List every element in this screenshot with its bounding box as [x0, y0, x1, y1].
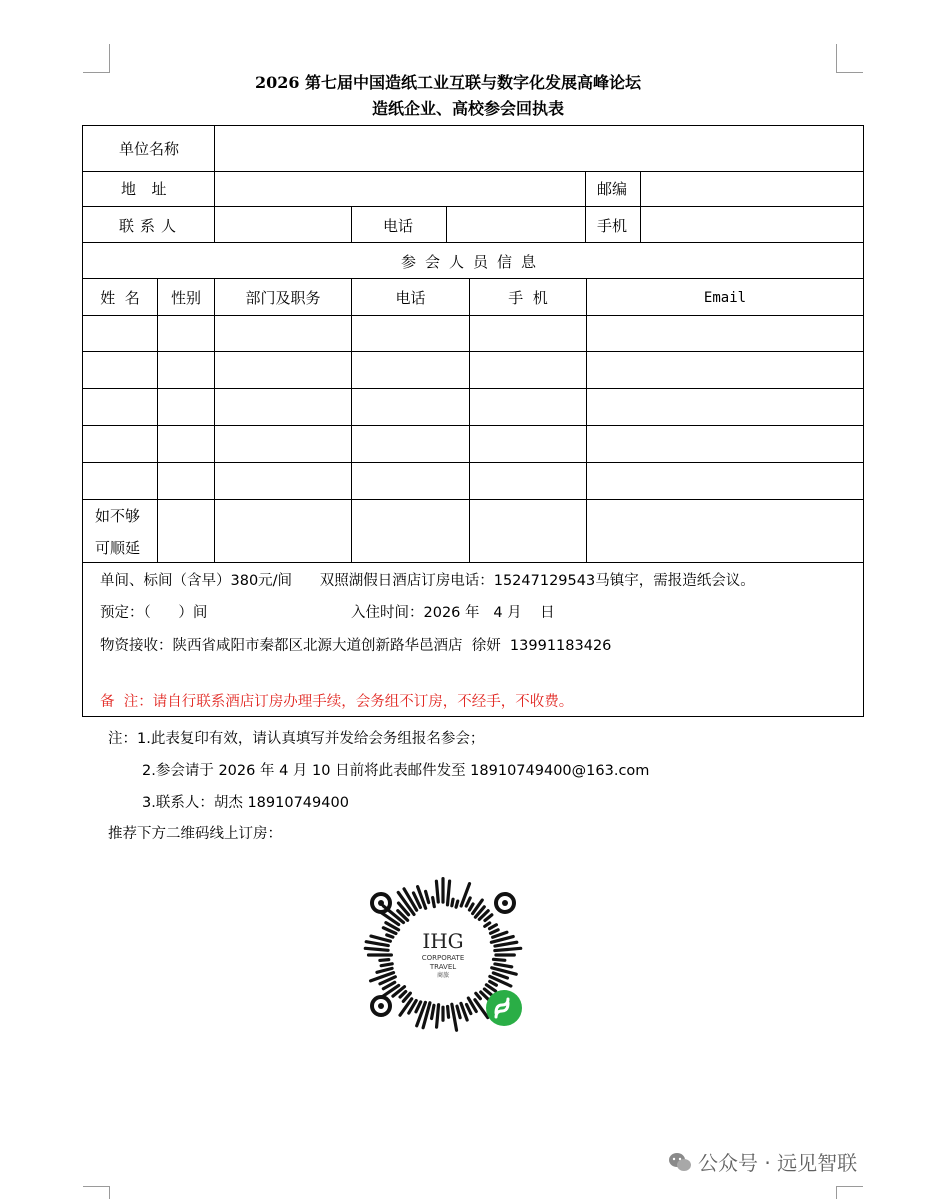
qr-code-ray: [448, 1006, 449, 1017]
qr-code-ray: [432, 1005, 434, 1018]
watermark-text: 公众号 · 远见智联: [698, 1151, 858, 1175]
qr-code-ray: [476, 993, 481, 998]
col-line: [585, 171, 586, 242]
qr-code-ray: [466, 898, 470, 906]
row-line: [83, 315, 863, 316]
qr-code-ray: [447, 881, 449, 905]
col-line: [157, 278, 158, 562]
booking-label: 预定：（ ）间: [100, 605, 208, 621]
row-line: [83, 462, 863, 463]
qr-code-ray: [495, 942, 517, 946]
mobile-label: 手机: [597, 217, 628, 235]
overflow-label-line2: 可顺延: [95, 539, 141, 557]
postcode-label: 邮编: [597, 180, 628, 198]
postcode-field[interactable]: [641, 172, 863, 206]
crop-mark-bottom-right: [836, 1186, 863, 1199]
column-header-phone: 电话: [395, 289, 426, 307]
checkin-label: 入住时间：2026 年 4 月 日: [351, 605, 555, 621]
crop-mark-top-right: [836, 44, 863, 73]
wechat-icon: [668, 1151, 692, 1173]
column-header-name: 姓 名: [100, 289, 140, 307]
col-line: [351, 206, 352, 242]
unit-name-label: 单位名称: [119, 140, 180, 158]
attendee-section-header: 参会人员信息: [400, 253, 545, 271]
ihg-shanglv-text: 商旅: [436, 972, 450, 979]
qr-code-ray: [381, 964, 392, 966]
row-line: [83, 499, 863, 500]
qr-code-ray: [495, 948, 521, 950]
phone-field[interactable]: [447, 207, 585, 242]
registration-form: [82, 125, 864, 717]
qr-code-ray: [457, 1006, 460, 1018]
ihg-travel-text: TRAVEL: [429, 963, 457, 971]
col-line: [586, 278, 587, 562]
qr-code-ray: [426, 891, 429, 902]
column-header-mobile: 手 机: [508, 289, 548, 307]
hotel-info-line: 单间、标间（含早）380元/间 双照湖假日酒店订房电话：15247129543马镇宇，需报造纸会议。: [100, 573, 755, 589]
qr-code-ray: [467, 1005, 471, 1014]
address-label: 地 址: [121, 180, 169, 198]
ihg-corporate-text: CORPORATE: [421, 954, 465, 962]
qr-code-ray: [452, 1004, 457, 1030]
qr-code-ray: [469, 904, 473, 910]
hotel-booking-qr-code[interactable]: [345, 873, 541, 1036]
qr-code-ray: [495, 964, 512, 967]
qr-code-ray: [377, 968, 392, 972]
unit-name-field[interactable]: [215, 126, 863, 171]
document-title: 2026 第七届中国造纸工业互联与数字化发展高峰论坛: [254, 73, 642, 92]
qr-code-ray: [366, 942, 388, 946]
col-line: [214, 278, 215, 562]
qr-code-ray: [475, 1000, 488, 1018]
qr-code-ray: [416, 1002, 421, 1012]
column-header-gender: 性别: [170, 289, 201, 307]
row-line: [83, 388, 863, 389]
note-2: 2.参会请于 2026 年 4 月 10 日前将此表邮件发至 18910749400@163.com: [142, 763, 650, 779]
note-3: 3.联系人：胡杰 18910749400: [142, 795, 349, 811]
materials-receiving-line: 物资接收：陕西省咸阳市秦都区北源大道创新路华邑酒店 徐妍 13991183426: [100, 638, 612, 654]
contact-field[interactable]: [215, 207, 351, 242]
mobile-field[interactable]: [641, 207, 863, 242]
row-line: [83, 351, 863, 352]
ihg-logo-text: IHG: [422, 929, 464, 953]
crop-mark-top-left: [83, 44, 110, 73]
row-line: [83, 278, 863, 279]
qr-code-ray: [437, 1005, 439, 1027]
qr-code-ray: [484, 989, 491, 995]
qr-code-ray: [400, 992, 406, 998]
remark-line: 备 注：请自行联系酒店订房办理手续，会务组不订房，不经手，不收费。: [100, 694, 574, 710]
qr-code-ray: [493, 959, 504, 960]
qr-code-ray: [490, 981, 497, 985]
col-line: [469, 278, 470, 562]
qr-code-graphic: [345, 873, 541, 1036]
qr-code-ray: [436, 881, 438, 902]
wechat-watermark: [668, 1147, 857, 1176]
phone-label: 电话: [383, 217, 414, 235]
document-subtitle: 造纸企业、高校参会回执表: [371, 99, 564, 118]
column-header-department: 部门及职务: [245, 289, 321, 307]
qr-code-ray: [485, 915, 492, 921]
qr-prompt: 推荐下方二维码线上订房：: [108, 826, 282, 842]
col-line: [351, 278, 352, 562]
crop-mark-bottom-left: [83, 1186, 110, 1199]
qr-code-ray: [485, 923, 490, 926]
qr-code-ray: [452, 899, 453, 906]
column-header-email: Email: [703, 290, 747, 306]
qr-code-ray: [456, 901, 458, 907]
mini-program-badge-icon: [486, 990, 522, 1026]
qr-code-ray: [433, 898, 435, 907]
row-line: [83, 425, 863, 426]
qr-code-ray: [491, 930, 499, 933]
overflow-label-line1: 如不够: [95, 507, 141, 525]
address-field[interactable]: [215, 172, 585, 206]
qr-code-ray: [365, 948, 388, 950]
contact-label: 联系人: [119, 217, 183, 235]
qr-code-ray: [490, 925, 497, 929]
row-line: [83, 242, 863, 243]
qr-code-ray: [387, 935, 393, 937]
row-line: [83, 562, 863, 563]
note-1: 注：1.此表复印有效，请认真填写并发给会务组报名参会；: [108, 731, 485, 747]
qr-code-ray: [380, 960, 389, 961]
